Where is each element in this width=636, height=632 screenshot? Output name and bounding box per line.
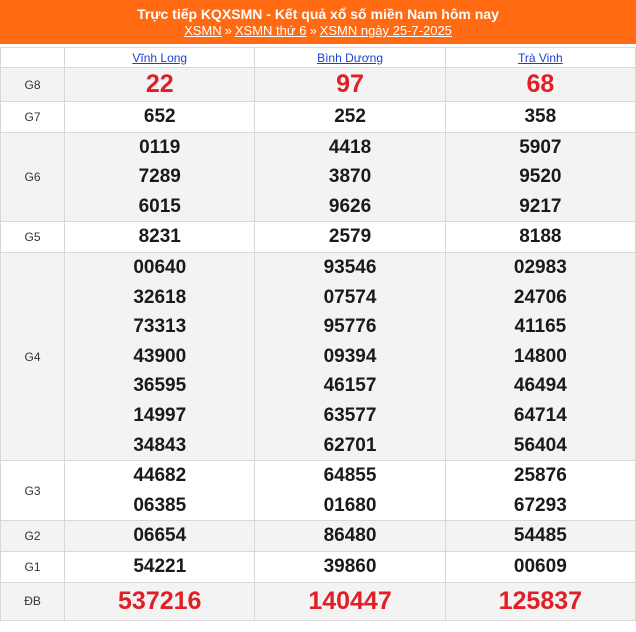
result-cell xyxy=(255,68,445,102)
result-number: 06385 xyxy=(133,494,187,516)
result-cell xyxy=(65,582,255,620)
province-header xyxy=(65,48,255,68)
result-cell xyxy=(255,222,445,253)
prize-label: G5 xyxy=(1,222,65,253)
result-number: 32618 xyxy=(133,286,187,308)
result-number: 4418 xyxy=(328,136,372,158)
result-number: 09394 xyxy=(323,345,377,367)
result-number: 64855 xyxy=(323,465,377,487)
result-number: 8188 xyxy=(519,226,562,248)
result-number: 14997 xyxy=(133,404,187,426)
result-cell xyxy=(445,551,635,582)
result-number: 9626 xyxy=(328,195,372,217)
result-number: 93546 xyxy=(323,256,377,278)
prize-row-g7 xyxy=(1,102,636,133)
result-number: 56404 xyxy=(513,434,567,456)
result-number: 67293 xyxy=(513,494,567,516)
prize-label: ĐB xyxy=(1,582,65,620)
result-cell xyxy=(255,521,445,552)
result-number: 64714 xyxy=(513,404,567,426)
prize-label: G1 xyxy=(1,551,65,582)
result-cell xyxy=(65,252,255,460)
result-number: 8231 xyxy=(138,226,181,248)
breadcrumb-xsmn-date[interactable]: XSMN ngày 25-7-2025 xyxy=(319,23,452,38)
result-cell xyxy=(65,521,255,552)
result-cell xyxy=(255,461,445,521)
result-number: 73313 xyxy=(133,316,187,338)
prize-row-g4 xyxy=(1,252,636,460)
result-number: 00609 xyxy=(513,555,567,577)
prize-row-g5 xyxy=(1,222,636,253)
result-number: 25876 xyxy=(513,465,567,487)
result-number: 01680 xyxy=(323,494,377,516)
result-number: 2579 xyxy=(328,226,372,248)
result-number: 46494 xyxy=(513,375,567,397)
breadcrumb-separator: » xyxy=(224,23,232,38)
corner-cell xyxy=(1,48,65,68)
prize-label: G6 xyxy=(1,132,65,222)
result-number: 36595 xyxy=(133,375,187,397)
province-link-binh-duong[interactable]: Bình Dương xyxy=(317,50,383,65)
result-cell xyxy=(255,132,445,222)
prize-row-đb xyxy=(1,582,636,620)
prize-row-g2 xyxy=(1,521,636,552)
prize-label: G8 xyxy=(1,68,65,102)
prize-row-g1 xyxy=(1,551,636,582)
result-cell xyxy=(65,102,255,133)
prize-label: G3 xyxy=(1,461,65,521)
result-number: 7289 xyxy=(138,166,181,188)
result-cell xyxy=(445,521,635,552)
result-number: 46157 xyxy=(323,375,377,397)
result-number: 43900 xyxy=(133,345,187,367)
result-cell xyxy=(255,102,445,133)
prize-row-g6 xyxy=(1,132,636,222)
result-number: 68 xyxy=(526,70,555,98)
result-number: 41165 xyxy=(514,316,567,338)
result-number: 9520 xyxy=(519,166,562,188)
result-number: 22 xyxy=(145,70,174,98)
result-number: 44682 xyxy=(133,465,187,487)
result-cell xyxy=(65,461,255,521)
special-prize-number: 140447 xyxy=(308,586,392,615)
prize-label: G2 xyxy=(1,521,65,552)
result-number: 07574 xyxy=(323,286,377,308)
result-number: 652 xyxy=(143,106,176,127)
result-number: 54485 xyxy=(513,525,567,547)
province-header-row xyxy=(1,48,636,68)
result-number: 95776 xyxy=(323,316,377,338)
prize-row-g3 xyxy=(1,461,636,521)
prize-label: G4 xyxy=(1,252,65,460)
result-cell xyxy=(445,68,635,102)
result-cell xyxy=(445,132,635,222)
result-number: 24706 xyxy=(513,286,567,308)
result-cell xyxy=(445,102,635,133)
result-number: 358 xyxy=(524,106,557,127)
result-cell xyxy=(65,68,255,102)
province-header xyxy=(255,48,445,68)
breadcrumb xyxy=(0,23,636,39)
result-cell xyxy=(65,551,255,582)
result-number: 62701 xyxy=(323,434,377,456)
result-cell xyxy=(445,461,635,521)
special-prize-number: 125837 xyxy=(498,586,583,615)
special-prize-number: 537216 xyxy=(118,586,202,615)
province-link-tra-vinh[interactable]: Trà Vinh xyxy=(517,50,563,65)
result-cell xyxy=(255,252,445,460)
result-number: 02983 xyxy=(513,256,567,278)
result-number: 00640 xyxy=(133,256,187,278)
result-number: 0119 xyxy=(139,136,181,158)
results-table xyxy=(0,47,636,621)
page-title: Trực tiếp KQXSMN - Kết quả xổ số miền Nam hôm nay xyxy=(137,6,499,22)
result-cell xyxy=(445,252,635,460)
province-header xyxy=(445,48,635,68)
result-number: 6015 xyxy=(138,195,181,217)
province-link-vinh-long[interactable]: Vĩnh Long xyxy=(132,50,188,65)
result-cell xyxy=(255,582,445,620)
breadcrumb-separator: » xyxy=(309,23,317,38)
result-number: 54221 xyxy=(133,555,187,577)
result-number: 5907 xyxy=(519,136,562,158)
page-header xyxy=(0,0,636,44)
result-number: 9217 xyxy=(519,195,562,217)
result-cell xyxy=(65,132,255,222)
result-number: 14800 xyxy=(513,345,567,367)
result-cell xyxy=(65,222,255,253)
result-number: 252 xyxy=(334,106,366,127)
result-cell xyxy=(445,582,635,620)
result-number: 3870 xyxy=(328,166,372,188)
result-number: 86480 xyxy=(323,525,377,547)
breadcrumb-xsmn[interactable]: XSMN xyxy=(184,23,222,38)
result-number: 06654 xyxy=(133,525,187,547)
result-cell xyxy=(255,551,445,582)
result-number: 39860 xyxy=(323,555,377,577)
result-number: 63577 xyxy=(323,404,377,426)
prize-row-g8 xyxy=(1,68,636,102)
prize-label: G7 xyxy=(1,102,65,133)
result-number: 34843 xyxy=(133,434,187,456)
result-number: 97 xyxy=(336,70,364,98)
breadcrumb-xsmn-weekday[interactable]: XSMN thứ 6 xyxy=(234,23,307,38)
result-cell xyxy=(445,222,635,253)
